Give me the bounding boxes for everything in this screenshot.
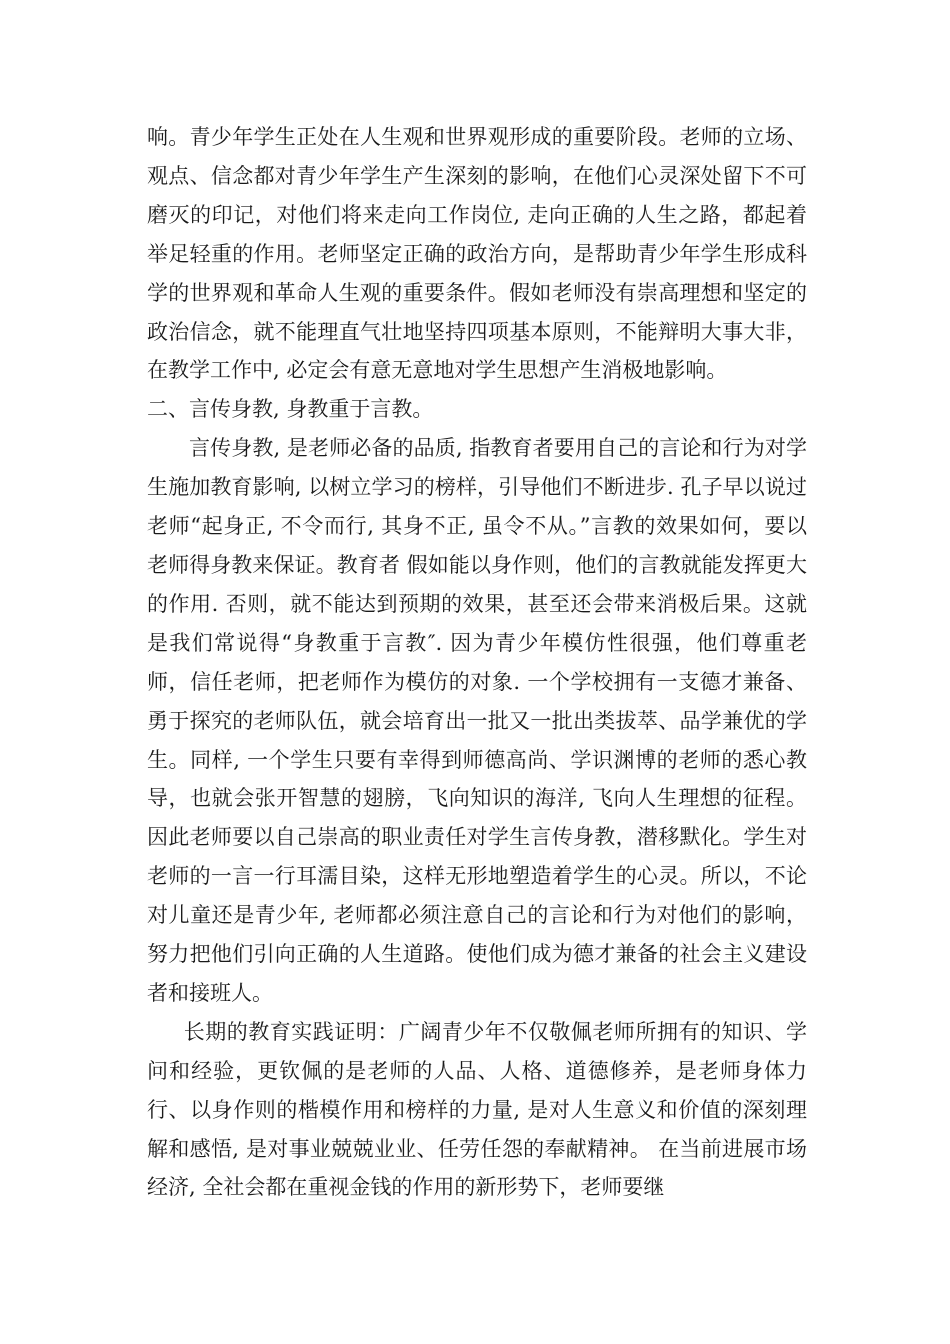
paragraph-3: 长期的教育实践证明：广阔青少年不仅敬佩老师所拥有的知识、学问和经验，更钦佩的是老师的人品、人格、道德修养，是老师身体力行、以身作则的楷模作用和榜样的力量, 是对人生意义和价值的深刻理解和感悟, 是对事业兢兢业业、任劳任怨的奉献精神。 在当前进展市场经济, 全社会都在重视金钱的作用的新形势下，老师要继: [147, 1019, 807, 1200]
section-heading: 二、言传身教, 身教重于言教。: [147, 397, 434, 422]
paragraph-1: 响。青少年学生正处在人生观和世界观形成的重要阶段。老师的立场、观点、信念都对青少年学生产生深刻的影响，在他们心灵深处留下不可磨灭的印记，对他们将来走向工作岗位, 走向正确的人生之路，都起着举足轻重的作用。老师坚定正确的政治方向，是帮助青少年学生形成科学的世界观和革命人生观的重要条件。假如老师没有崇高理想和坚定的政治信念，就不能理直气壮地坚持四项基本原则，不能辩明大事大非，在教学工作中, 必定会有意无意地对学生思想产生消极地影响。: [147, 125, 807, 383]
document-page: [147, 118, 807, 1207]
paragraph-2: 言传身教, 是老师必备的品质, 指教育者要用自己的言论和行为对学生施加教育影响, 以树立学习的榜样，引导他们不断进步. 孔子早以说过老师“起身正, 不令而行, 其身不正, 虽令不从。”言教的效果如何，要以老师得身教来保证。教育者 假如能以身作则，他们的言教就能发挥更大的作用. 否则，就不能达到预期的效果，甚至还会带来消极后果。这就是我们常说得“身教重于言教″. 因为青少年模仿性很强，他们尊重老师，信任老师，把老师作为模仿的对象. 一个学校拥有一支德才兼备、勇于探究的老师队伍，就会培育出一批又一批出类拔萃、品学兼优的学生。同样, 一个学生只要有幸得到师德高尚、学识渊博的老师的悉心教导，也就会张开智慧的翅膀，飞向知识的海洋, 飞向人生理想的征程。因此老师要以自己崇高的职业责任对学生言传身教，潜移默化。学生对老师的一言一行耳濡目染，这样无形地塑造着学生的心灵。所以，不论对儿童还是青少年, 老师都必须注意自己的言论和行为对他们的影响，努力把他们引向正确的人生道路。使他们成为德才兼备的社会主义建设者和接班人。: [147, 436, 807, 1005]
